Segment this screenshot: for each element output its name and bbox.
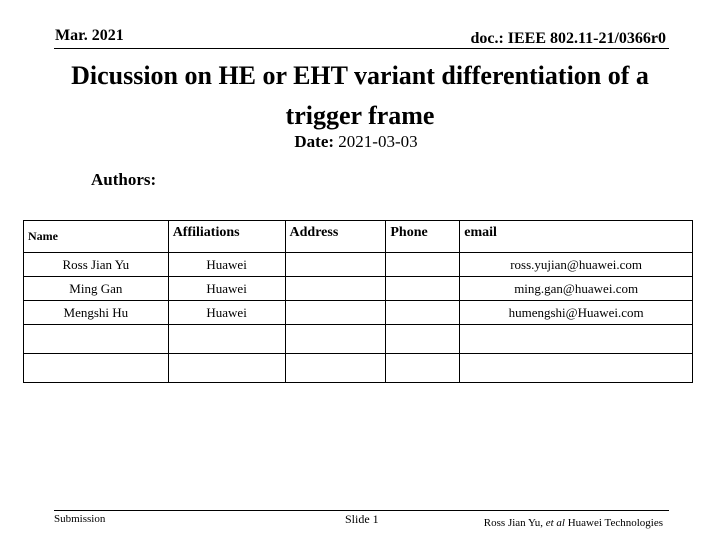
date-value: 2021-03-03 (338, 132, 418, 151)
table-row (24, 301, 693, 325)
slide-title-line-1: Dicussion on HE or EHT variant differentiation of a (71, 61, 649, 90)
cell-phone (386, 301, 460, 325)
header-divider (54, 48, 669, 49)
header-name: Name (24, 221, 169, 253)
table-row (24, 277, 693, 301)
cell-affiliation: Huawei (168, 253, 285, 277)
table-row (24, 325, 693, 354)
header-email: email (460, 221, 693, 253)
slide-title-line-2: trigger frame (285, 101, 435, 130)
table-row (24, 354, 693, 383)
footer-author-etal: et al (545, 517, 565, 529)
table-header-row (24, 221, 693, 253)
authors-label: Authors: (91, 170, 157, 189)
cell-email: ming.gan@huawei.com (460, 277, 693, 301)
header-date: Mar. 2021 (55, 27, 124, 44)
footer-author (484, 517, 663, 529)
header-address: Address (285, 221, 386, 253)
cell-email (460, 354, 693, 383)
authors-table (23, 220, 693, 383)
cell-address (285, 325, 386, 354)
cell-address (285, 277, 386, 301)
cell-phone (386, 325, 460, 354)
cell-email: humengshi@Huawei.com (460, 301, 693, 325)
date-label: Date: (294, 132, 335, 151)
cell-affiliation (168, 325, 285, 354)
header-phone: Phone (386, 221, 460, 253)
cell-name (24, 325, 169, 354)
cell-address (285, 253, 386, 277)
cell-address (285, 354, 386, 383)
footer-submission: Submission (54, 513, 106, 525)
cell-email: ross.yujian@huawei.com (460, 253, 693, 277)
header-affiliations: Affiliations (168, 221, 285, 253)
cell-name: Mengshi Hu (24, 301, 169, 325)
cell-affiliation: Huawei (168, 277, 285, 301)
cell-phone (386, 354, 460, 383)
header-doc-id: doc.: IEEE 802.11-21/0366r0 (470, 30, 666, 47)
cell-affiliation: Huawei (168, 301, 285, 325)
footer-author-name: Ross Jian Yu, (483, 517, 543, 529)
cell-name (24, 354, 169, 383)
cell-name: Ross Jian Yu (24, 253, 169, 277)
slide-title (40, 56, 680, 136)
date-line (0, 132, 712, 152)
footer-slide-number: Slide 1 (345, 512, 379, 526)
cell-name: Ming Gan (24, 277, 169, 301)
table-row (24, 253, 693, 277)
footer-author-org: Huawei Technologies (567, 517, 663, 529)
cell-email (460, 325, 693, 354)
cell-affiliation (168, 354, 285, 383)
footer-divider (54, 510, 669, 511)
cell-phone (386, 253, 460, 277)
cell-phone (386, 277, 460, 301)
cell-address (285, 301, 386, 325)
